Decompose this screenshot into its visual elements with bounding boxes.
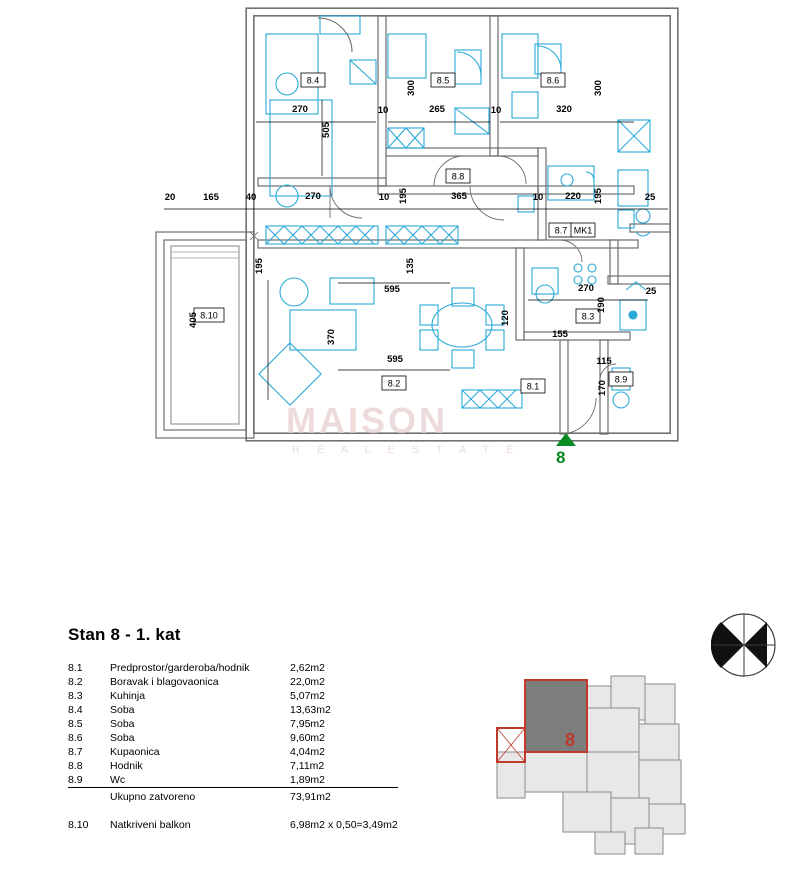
legend-row-name: Kupaonica: [110, 746, 160, 758]
legend-balcony-row: [68, 818, 398, 832]
dimension-label: 405: [188, 312, 199, 328]
legend-row-name: Kuhinja: [110, 690, 146, 702]
apartment-number-plan: 8: [556, 448, 566, 467]
room-tag-label: 8.6: [546, 75, 560, 86]
dimension-label: 155: [552, 329, 568, 340]
legend-row: [68, 689, 398, 703]
legend-row-area: 7,11m2: [290, 760, 325, 772]
legend-row: [68, 675, 398, 689]
legend-row: [68, 661, 398, 675]
dimension-label: 505: [321, 122, 332, 138]
dimension-label: 370: [326, 329, 337, 345]
legend-row-code: 8.5: [68, 718, 83, 730]
room-tag-layer: [194, 73, 633, 393]
keyplan-apartment-label: 8: [565, 730, 576, 750]
legend-row-area: 9,60m2: [290, 732, 326, 744]
dimension-label: 170: [597, 380, 608, 396]
dimension-label: 595: [384, 284, 400, 295]
legend-row-code: 8.4: [68, 704, 83, 716]
legend-row-code: 8.7: [68, 746, 83, 758]
dimension-label: 10: [378, 192, 390, 203]
dimension-label: 120: [500, 310, 511, 326]
legend-row-area: 2,62m2: [290, 662, 326, 674]
room-schedule-table: [68, 661, 398, 832]
dimension-label: 25: [645, 286, 657, 297]
watermark-line2: R E A L E S T A T E: [292, 444, 521, 456]
dimension-label: 300: [593, 80, 604, 96]
room-tag-label: 8.8: [451, 171, 465, 182]
dimension-label: 220: [565, 191, 581, 202]
entry-arrow-icon: [556, 433, 576, 446]
dimension-label: 25: [644, 192, 656, 203]
legend-row-name: Hodnik: [110, 760, 143, 772]
legend-row-code: 8.2: [68, 676, 83, 688]
legend-total-label: Ukupno zatvoreno: [110, 788, 290, 805]
watermark-line1: MAISON: [286, 400, 448, 441]
dimension-label: 190: [596, 297, 607, 313]
legend-row-code: 8.6: [68, 732, 83, 744]
key-plan: [485, 668, 725, 858]
legend-spacer: [68, 804, 398, 818]
legend-row-name: Predprostor/garderoba/hodnik: [110, 662, 250, 674]
dimension-label: 195: [593, 188, 604, 204]
dimension-label: 270: [292, 104, 308, 115]
legend-row-area: 7,95m2: [290, 718, 326, 730]
room-tag-label: 8.7: [554, 225, 568, 236]
room-tag-label: MK1: [573, 225, 593, 236]
legend-balcony-name: Natkriveni balkon: [110, 819, 191, 831]
dimension-label: 20: [164, 192, 176, 203]
legend-row-area: 22,0m2: [290, 676, 326, 688]
legend-row: [68, 717, 398, 731]
legend-row-code: 8.1: [68, 662, 83, 674]
legend-row: [68, 731, 398, 745]
dimension-label: 365: [451, 191, 467, 202]
legend-balcony-code: 8.10: [68, 819, 89, 831]
legend-row-area: 5,07m2: [290, 690, 326, 702]
dimension-label: 10: [377, 105, 389, 116]
legend-row-name: Wc: [110, 774, 126, 786]
legend-row-code: 8.3: [68, 690, 83, 702]
room-tag-label: 8.3: [581, 311, 595, 322]
legend-row-name: Boravak i blagovaonica: [110, 676, 219, 688]
dimension-label: 195: [254, 258, 265, 274]
dimension-label: 40: [245, 192, 257, 203]
dimension-label: 270: [578, 283, 594, 294]
legend-row-name: Soba: [110, 704, 135, 716]
dimension-label: 10: [490, 105, 502, 116]
legend-row: [68, 703, 398, 717]
legend-row-area: 4,04m2: [290, 746, 326, 758]
legend-total-row: [68, 788, 398, 805]
legend-row: [68, 773, 398, 788]
legend-row-area: 13,63m2: [290, 704, 331, 716]
dimension-label: 165: [203, 192, 219, 203]
legend-row-code: 8.8: [68, 760, 83, 772]
legend-row-area: 1,89m2: [290, 774, 326, 786]
room-tag-label: 8.5: [436, 75, 450, 86]
dimension-label: 135: [405, 258, 416, 274]
dimension-label: 265: [429, 104, 445, 115]
room-tag-label: 8.2: [387, 378, 401, 389]
legend-panel: [68, 625, 468, 832]
dimension-label: 270: [305, 191, 321, 202]
room-tag-label: 8.10: [200, 310, 218, 321]
dimension-label: 10: [532, 192, 544, 203]
room-tag-label: 8.4: [306, 75, 320, 86]
balcony-outline: [156, 232, 254, 438]
legend-balcony-area: 6,98m2 x 0,50=3,49m2: [290, 819, 398, 831]
dimension-label: 195: [398, 188, 409, 204]
legend-row-name: Soba: [110, 718, 135, 730]
legend-row-code: 8.9: [68, 774, 83, 786]
page-title: Stan 8 - 1. kat: [68, 625, 181, 644]
room-tag-label: 8.9: [614, 374, 628, 385]
dimension-label: 320: [556, 104, 572, 115]
legend-total-area: 73,91m2: [290, 788, 398, 805]
room-tag-label: 8.1: [526, 381, 540, 392]
legend-row-name: Soba: [110, 732, 135, 744]
dimension-label: 595: [387, 354, 403, 365]
legend-row: [68, 759, 398, 773]
dimension-lines: [164, 100, 668, 400]
dimension-label: 300: [406, 80, 417, 96]
dimension-label: 115: [596, 356, 612, 367]
legend-row: [68, 745, 398, 759]
